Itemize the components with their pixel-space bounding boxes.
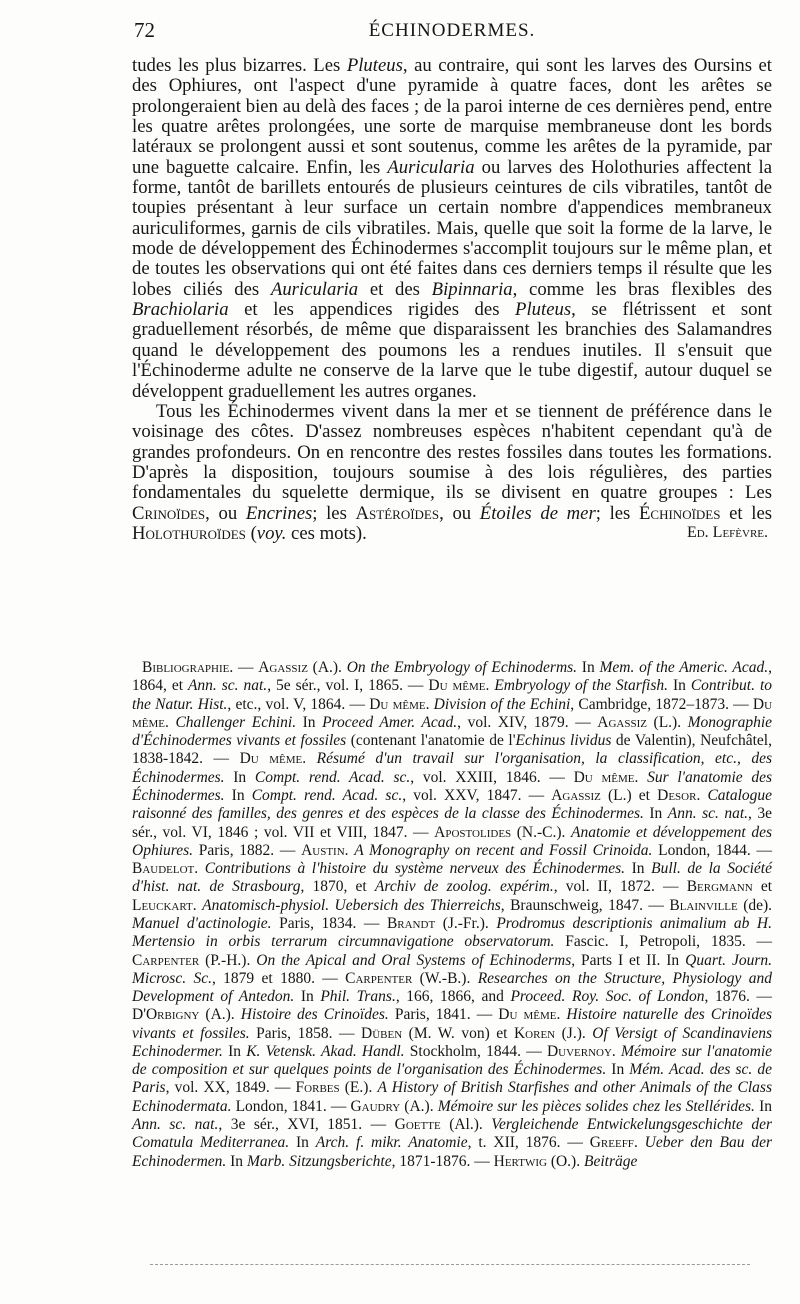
italic-run: Quart. Journ. Microsc. Sc. bbox=[132, 951, 772, 987]
italic-run: Manuel d'actinologie. bbox=[132, 914, 272, 932]
text-run: Fascic. I, Petropoli, 1835. — bbox=[554, 933, 772, 951]
text-run: , se flétrissent et sont graduellement résorbés, de même que disparaissent les branchies des Salamandres quand le développement des poumons les a rendues inutiles. Il s'ensuit que l'Échinoderme adulte ne conserve de la larve que le tube digestif, autour duquel se développent graduellement les autres organes. bbox=[132, 299, 772, 402]
italic-run: Catalogue raisonné des familles, des genres et des espèces de la classe des Échinodermes. bbox=[132, 786, 773, 823]
small-caps-run: Du même. bbox=[132, 695, 773, 731]
small-caps-run: Du même. bbox=[498, 1006, 561, 1024]
italic-run: Proceed Amer. Acad. bbox=[322, 713, 458, 731]
small-caps-run: Agassiz bbox=[551, 786, 601, 804]
text-run: . bbox=[633, 1134, 645, 1152]
italic-run: Proceed. Roy. Soc. of London bbox=[510, 988, 705, 1006]
italic-run: On the Apical and Oral Systems of Echinoderms bbox=[256, 951, 572, 969]
text-run: , etc., vol. V, 1864. — bbox=[227, 695, 370, 713]
small-caps-run: Bergmann bbox=[686, 878, 753, 896]
paragraph-larvae bbox=[132, 56, 772, 402]
text-run: et les bbox=[720, 502, 773, 524]
small-caps-run: Holothuroïdes bbox=[132, 522, 246, 544]
text-run: , comme les bras flexibles des bbox=[512, 278, 772, 300]
italic-run: Bipinnaria bbox=[431, 278, 513, 300]
small-caps-run: Bibliographie. bbox=[142, 659, 234, 676]
text-run: ; les bbox=[595, 502, 639, 524]
text-run: In bbox=[625, 860, 652, 878]
bibliography bbox=[132, 659, 772, 1171]
small-caps-run: Du même. bbox=[428, 677, 490, 695]
text-run: ou larves des Holothuries affectent la forme, tantôt de barillets entourés de plusieurs ceintures de cils vibratiles, tantôt de toupies présentant à leur surface un certain nombre d'appendices membraneux auriculiformes, garnis de cils vibratiles. Mais, quelle que soit la forme de la larve, le mode de développement des Échinodermes s'accomplit toujours sur le même plan, et de toutes les observations qui ont été faites dans ces derniers temps il résulte que les lobes ciliés des bbox=[132, 156, 772, 300]
paragraph-habitat bbox=[132, 402, 772, 544]
italic-run: Anatomisch-physiol. Uebersich des Thierreichs bbox=[202, 896, 501, 914]
main-text bbox=[132, 56, 772, 542]
text-run: , Cambridge, 1872–1873. — bbox=[570, 695, 753, 713]
text-run: . bbox=[696, 786, 708, 804]
italic-run: Ann. sc. nat. bbox=[667, 805, 749, 823]
small-caps-run: Agassiz bbox=[258, 659, 308, 676]
italic-run: Sur l'anatomie des Échinodermes. bbox=[132, 768, 773, 804]
text-run: (P.-H.). bbox=[199, 951, 257, 969]
italic-run: Auricularia bbox=[387, 156, 475, 178]
italic-run: Mém. Acad. des sc. de Paris bbox=[132, 1061, 772, 1097]
text-run: ces mots). bbox=[286, 522, 367, 544]
small-caps-run: Baudelot bbox=[132, 860, 195, 878]
text-run: (J.). bbox=[555, 1024, 593, 1042]
italic-run: Archiv de zoolog. expérim. bbox=[374, 878, 554, 896]
text-run: . bbox=[344, 841, 355, 859]
text-run: , vol. XX, 1849. — bbox=[165, 1079, 296, 1097]
italic-run: Anatomie et développement des Ophiures. bbox=[132, 823, 772, 859]
text-run: In bbox=[224, 786, 252, 804]
text-run: In bbox=[294, 988, 321, 1006]
text-run: , ou bbox=[205, 502, 246, 524]
text-run: , 1871-1876. — bbox=[391, 1152, 494, 1170]
italic-run: A History of British Starfishes and other Animals of the Class Echinodermata. bbox=[132, 1079, 772, 1115]
small-caps-run: Desor bbox=[657, 786, 697, 804]
small-caps-run: Du même. bbox=[239, 750, 307, 768]
small-caps-run: Carpenter bbox=[132, 951, 200, 969]
text-run: (Al.). bbox=[440, 1116, 492, 1134]
text-run: , vol. II, 1872. — bbox=[553, 878, 687, 896]
small-caps-run: Blainville bbox=[669, 896, 738, 914]
italic-run: A Monography on recent and Fossil Crinoida. bbox=[354, 841, 653, 859]
italic-run: Histoire naturelle des Crinoïdes vivants et fossiles. bbox=[132, 1006, 772, 1042]
italic-run: Ueber den Bau der Echinodermen. bbox=[132, 1134, 772, 1170]
text-run: (O.). bbox=[546, 1152, 584, 1170]
text-run: — bbox=[233, 659, 259, 676]
text-run: (A.). bbox=[199, 1006, 241, 1024]
text-run: (L.) et bbox=[600, 786, 658, 804]
text-run: (de). bbox=[737, 896, 773, 914]
italic-run: Marb. Sitzungsberichte bbox=[246, 1152, 392, 1170]
text-run: (A.). bbox=[400, 1097, 438, 1115]
text-run: , 3e sér., vol. VI, 1846 ; vol. VII et VIII, 1847. — bbox=[132, 805, 772, 841]
italic-run: Mémoire sur l'anatomie de composition et sur quelques points de l'organisation des Échinodermes. bbox=[132, 1042, 773, 1079]
small-caps-run: Duvernoy bbox=[546, 1042, 612, 1060]
text-run: . bbox=[194, 860, 205, 878]
italic-run: Pluteus bbox=[515, 299, 572, 321]
text-run: In bbox=[754, 1097, 772, 1115]
text-run: In bbox=[226, 1152, 247, 1170]
italic-run: Brachiolaria bbox=[132, 299, 229, 321]
italic-run: Embryology of the Starfish. bbox=[494, 677, 669, 695]
text-run: In bbox=[222, 1042, 247, 1060]
text-run: Tous les Échinodermes vivent dans la mer et se tiennent de préférence dans le voisinage des côtes. D'assez nombreuses espèces n'habitent cependant qu'à de grandes profondeurs. On en rencontre des restes fossiles dans toutes les formations. D'après la disposition, toujours soumise à des lois régulières, des parties fondamentales du squelette dermique, ils se divisent en quatre groupes : Les bbox=[132, 400, 772, 504]
text-run: de Valentin), Neufchâtel, 1838-1842. — bbox=[132, 732, 772, 768]
text-run: (W.-B.). bbox=[412, 969, 478, 987]
text-run: , Parts I et II. In bbox=[571, 951, 686, 969]
text-run: , vol. XXV, 1847. — bbox=[402, 786, 552, 804]
italic-run: Bull. de la Société d'hist. nat. de Strasbourg bbox=[132, 860, 772, 896]
small-caps-run: Crinoïdes bbox=[132, 502, 206, 524]
text-run: , t. XII, 1876. — bbox=[467, 1134, 590, 1152]
italic-run: Contribut. to the Natur. Hist. bbox=[132, 677, 772, 713]
text-run: , ou bbox=[439, 502, 480, 524]
italic-run: Mem. of the Americ. Acad. bbox=[599, 659, 769, 676]
text-run: . bbox=[192, 896, 203, 914]
text-run: Paris, 1882. — bbox=[193, 841, 302, 859]
text-run: , 1864, et bbox=[132, 659, 772, 695]
text-run: Paris, 1858. — bbox=[249, 1024, 361, 1042]
italic-run: Prodromus descriptionis animalium ab H. Mertensio in orbis terrarum circumnavigatione observatorum. bbox=[132, 914, 772, 951]
text-run: , 1879 et 1880. — bbox=[211, 969, 346, 987]
text-run: (L.). bbox=[646, 713, 688, 731]
small-caps-run: Greeff bbox=[589, 1134, 634, 1152]
author-signature: Ed. Lefèvre. bbox=[686, 524, 768, 542]
text-run: et bbox=[752, 878, 773, 896]
italic-run: Compt. rend. Acad. sc. bbox=[254, 768, 411, 786]
text-run: In bbox=[606, 1061, 630, 1079]
small-caps-run: Agassiz bbox=[597, 713, 647, 731]
italic-run: Of Versigt of Scandinaviens Echinodermer. bbox=[132, 1024, 772, 1060]
text-run: Stockholm, 1844. — bbox=[404, 1042, 547, 1060]
running-title: ÉCHINODERMES. bbox=[368, 20, 536, 41]
text-run: , 166, 1866, and bbox=[395, 988, 511, 1006]
italic-run: On the Embryology of Echinoderms. bbox=[346, 659, 578, 676]
small-caps-run: Astéroïdes bbox=[355, 502, 440, 524]
italic-run: Résumé d'un travail sur l'organisation, la classification, etc., des Échinodermes. bbox=[132, 750, 773, 786]
text-run: , 1870, et bbox=[300, 878, 375, 896]
text-run: (N.-C.). bbox=[511, 823, 571, 841]
footer-rule bbox=[150, 1264, 750, 1265]
italic-run: Monographie d'Échinodermes vivants et fossiles bbox=[132, 713, 773, 750]
italic-run: Pluteus bbox=[346, 55, 403, 76]
italic-run: Ann. sc. nat. bbox=[187, 677, 268, 695]
text-run: tudes les plus bizarres. Les bbox=[132, 55, 347, 76]
italic-run: Echinus lividus bbox=[515, 732, 612, 750]
text-run: , vol. XIV, 1879. — bbox=[457, 713, 598, 731]
italic-run: Division of the Echini bbox=[433, 695, 571, 713]
small-caps-run: Échinoïdes bbox=[639, 502, 721, 524]
text-run: In bbox=[224, 768, 255, 786]
italic-run: Histoire des Crinoïdes. bbox=[240, 1006, 389, 1024]
small-caps-run: Carpenter bbox=[345, 969, 413, 987]
small-caps-run: Apostolides bbox=[434, 823, 512, 841]
italic-run: Mémoire sur les pièces solides chez les Stellérides. bbox=[437, 1097, 755, 1115]
page-header bbox=[134, 16, 770, 50]
text-run: , Braunschweig, 1847. — bbox=[500, 896, 670, 914]
italic-run: Challenger Echini. bbox=[175, 713, 297, 731]
small-caps-run: Hertwig bbox=[493, 1152, 547, 1170]
small-caps-run: Goette bbox=[394, 1116, 441, 1134]
text-run: In bbox=[289, 1134, 316, 1152]
italic-run: Vergleichende Entwickelungsgeschichte der Comatula Mediterranea. bbox=[132, 1116, 772, 1152]
small-caps-run: Du même. bbox=[369, 695, 430, 713]
text-run: In bbox=[668, 677, 691, 695]
italic-run: Étoiles de mer bbox=[479, 502, 596, 524]
text-run: Paris, 1841. — bbox=[388, 1006, 499, 1024]
text-run: , vol. XXIII, 1846. — bbox=[410, 768, 574, 786]
small-caps-run: Leuckart bbox=[132, 896, 193, 914]
text-run: (contenant l'anatomie de l' bbox=[346, 732, 516, 750]
text-run: In bbox=[577, 659, 600, 676]
text-run: (E.). bbox=[339, 1079, 378, 1097]
small-caps-run: Austin bbox=[301, 841, 345, 859]
text-run: In bbox=[296, 713, 323, 731]
text-run: . bbox=[611, 1042, 622, 1060]
small-caps-run: Du même. bbox=[573, 768, 639, 786]
text-run: , 3e sér., XVI, 1851. — bbox=[218, 1116, 395, 1134]
italic-run: Researches on the Structure, Physiology and Development of Antedon. bbox=[132, 969, 772, 1006]
italic-run: Encrines bbox=[245, 502, 313, 524]
italic-run: Auricularia bbox=[270, 278, 359, 300]
italic-run: Arch. f. mikr. Anatomie bbox=[315, 1134, 468, 1152]
italic-run: Compt. rend. Acad. sc. bbox=[251, 786, 403, 804]
text-run: Paris, 1834. — bbox=[271, 914, 387, 932]
text-run bbox=[638, 769, 647, 786]
bibliography-text bbox=[132, 659, 772, 1171]
small-caps-run: Koren bbox=[513, 1024, 556, 1042]
italic-run: voy. bbox=[256, 522, 287, 544]
text-run: London, 1844. — bbox=[652, 841, 773, 859]
text-run: , au contraire, qui sont les larves des Oursins et des Ophiures, ont l'aspect d'une pyramide à quatre faces, dont les arêtes se prolongeraient bien au delà des faces ; de la paroi interne de ces dernières pend, entre les quatre arêtes prolongées, une sorte de marquise membraneuse dont les bords latéraux se prolongent aussi et sont soutenus, comme les arêtes de la pyramide, par une baguette calcaire. Enfin, les bbox=[132, 55, 772, 178]
text-run: , 1876. — bbox=[704, 988, 772, 1006]
text-run: et des bbox=[358, 278, 432, 300]
text-run: ; les bbox=[312, 502, 356, 524]
text-run: (M. W. von) et bbox=[402, 1024, 514, 1042]
italic-run: Phil. Trans. bbox=[320, 988, 396, 1006]
small-caps-run: Brandt bbox=[386, 914, 436, 932]
italic-run: Ann. sc. nat. bbox=[132, 1116, 219, 1134]
text-run: ( bbox=[245, 522, 257, 544]
text-run: , 5e sér., vol. I, 1865. — bbox=[267, 677, 429, 695]
small-caps-run: Forbes bbox=[295, 1079, 340, 1097]
small-caps-run: Gaudry bbox=[350, 1097, 401, 1115]
text-run: London, 1841. — bbox=[231, 1097, 351, 1115]
text-run: (A.). bbox=[307, 659, 347, 676]
italic-run: Contributions à l'histoire du système nerveux des Échinodermes. bbox=[204, 860, 626, 878]
page-number: 72 bbox=[134, 18, 155, 42]
italic-run: K. Vetensk. Akad. Handl. bbox=[246, 1042, 405, 1060]
small-caps-run: D'Orbigny bbox=[132, 1006, 200, 1024]
text-run: et les appendices rigides des bbox=[228, 299, 516, 321]
small-caps-run: Düben bbox=[361, 1024, 403, 1042]
text-run: (J.-Fr.). bbox=[435, 914, 497, 932]
text-run: In bbox=[643, 805, 668, 823]
italic-run: Beiträge bbox=[583, 1152, 638, 1170]
text-run bbox=[306, 750, 317, 767]
